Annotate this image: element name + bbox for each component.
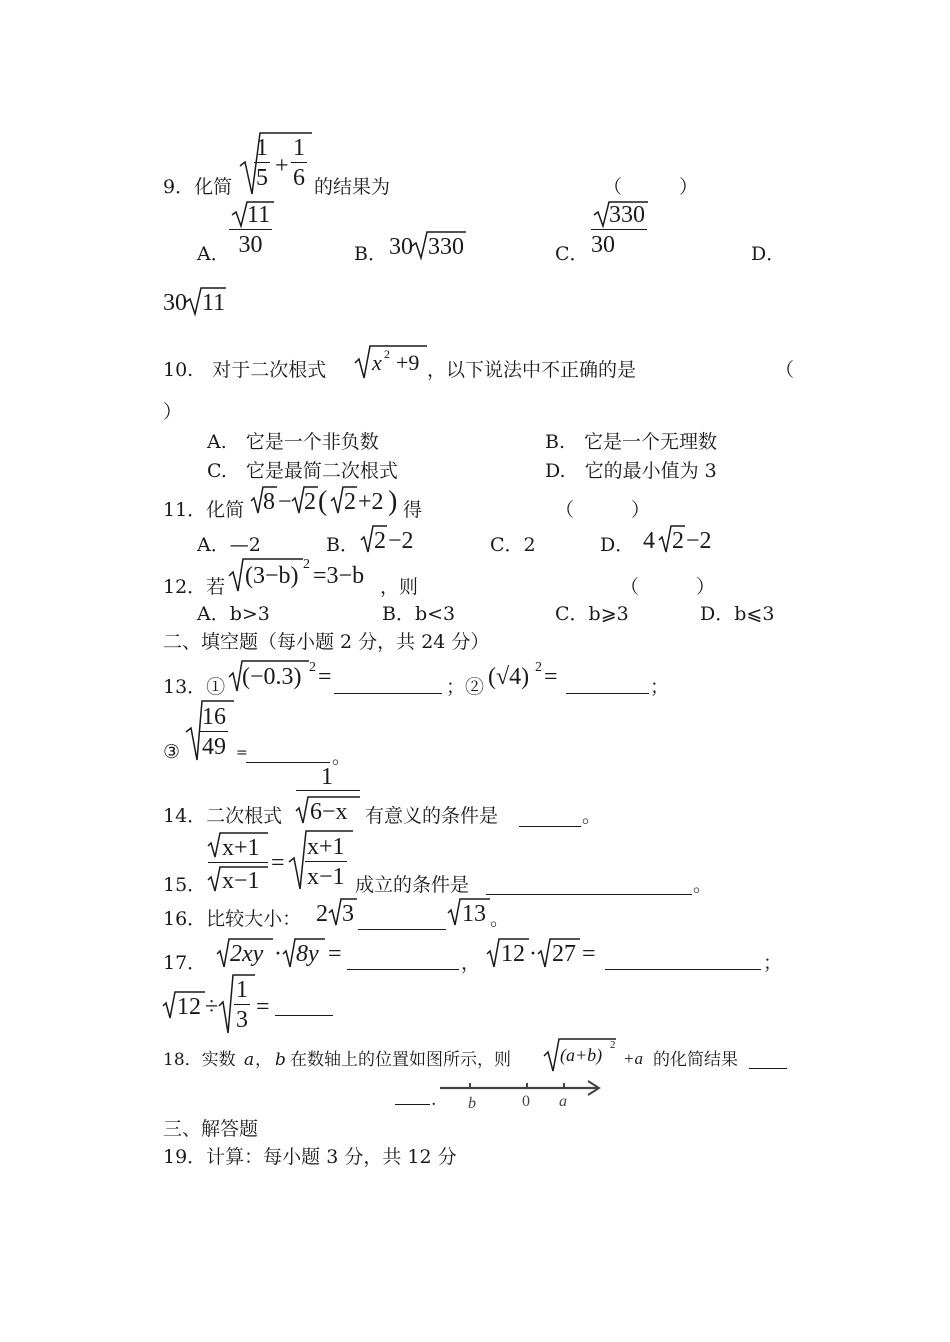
q11-minus: −	[278, 489, 292, 515]
q14-period: 。	[582, 805, 602, 827]
q18-blank-part-1[interactable]	[749, 1068, 787, 1069]
q12-option-d: D．b⩽3	[700, 603, 775, 625]
q17-equals-2: =	[582, 941, 596, 967]
q10-paren-close: ）	[163, 401, 183, 423]
q17-blank-1[interactable]	[347, 969, 459, 970]
q12-option-b: B．b<3	[382, 603, 456, 625]
q14-prefix: 14．二次根式	[163, 805, 283, 827]
q13-radicand-2: (√4)	[488, 664, 530, 690]
q16-radicand-1: 3	[342, 901, 354, 927]
q18-var-a: a	[244, 1050, 255, 1070]
q12-option-c: C．b⩾3	[555, 603, 629, 625]
q10-radicand-tail: +9	[396, 350, 420, 375]
q12-equals-expression: =3−b	[313, 563, 365, 589]
q17-equals-1: =	[328, 941, 342, 967]
q17-blank-3[interactable]	[275, 1015, 333, 1016]
q15-suffix: 成立的条件是	[355, 874, 470, 896]
q18-middle-text: 在数轴上的位置如图所示，则	[290, 1050, 511, 1070]
q13-equals-3: =	[236, 745, 248, 761]
q18-suffix: 的化简结果	[653, 1050, 738, 1070]
q11-answer-paren: （ ）	[555, 499, 651, 521]
q11-open-paren: (	[318, 486, 328, 517]
q13-circle-3: ③	[163, 741, 181, 763]
section-2-heading: 二、填空题（每小题 2 分，共 24 分）	[163, 631, 490, 653]
q16-coefficient: 2	[316, 901, 328, 927]
q16-period: 。	[490, 908, 510, 930]
q9-option-d-coef: 30	[163, 290, 187, 316]
q18-blank-part-2[interactable]	[395, 1104, 430, 1105]
q10-option-b: B. 它是一个无理数	[545, 431, 718, 453]
q17-radicand-5: 12	[177, 994, 201, 1020]
q9-option-b-label: B．	[354, 243, 387, 265]
q13-period: 。	[332, 746, 352, 768]
q9-fraction-2: $\frac{1}{6}$	[293, 135, 305, 191]
q12-answer-paren: （ ）	[620, 576, 716, 598]
q17-blank-2[interactable]	[605, 969, 761, 970]
question-19: 19．计算：每小题 3 分，共 12 分	[163, 1146, 457, 1168]
q11-option-c: C．2	[490, 534, 536, 556]
q9-option-d-label: D．	[751, 243, 786, 265]
q17-prefix: 17．	[163, 952, 207, 974]
q10-option-d: D. 它的最小值为 3	[545, 460, 717, 482]
q17-radicand-1: 2xy	[230, 941, 264, 967]
q10-prefix: 10. 对于二次根式	[163, 359, 327, 381]
q9-option-c-label: C．	[555, 243, 589, 265]
q15-left-fraction-bar	[208, 862, 268, 863]
q18-end: .	[431, 1090, 437, 1110]
q15-left-numerator: x+1	[222, 835, 260, 861]
q9-option-b-radicand: 330	[428, 234, 464, 260]
q11-option-d-coef: 4	[643, 528, 655, 554]
q9-fraction-1: $\frac{1}{5}$	[256, 135, 268, 191]
q10-option-a: A. 它是一个非负数	[207, 431, 379, 453]
q18-tail: +a	[623, 1049, 643, 1068]
q15-left-denominator: x−1	[222, 868, 260, 894]
number-line	[438, 1076, 604, 1116]
q17-dot-1: ·	[274, 941, 282, 967]
q9-option-c-fraction: $\frac{330}{30}$	[591, 202, 645, 258]
q13-prefix: 13．①	[163, 676, 226, 698]
q13-equals-2: =	[544, 664, 558, 690]
q11-close-paren: )	[388, 486, 398, 517]
q15-blank[interactable]	[486, 894, 692, 895]
q15-right-fraction: $\frac{x+1}{x-1}$	[307, 834, 345, 890]
q13-blank-2[interactable]	[566, 693, 649, 694]
q9-option-d-radicand: 11	[202, 290, 226, 316]
q12-exponent: 2	[303, 557, 310, 572]
q13-equals-1: =	[318, 664, 332, 690]
q17-semicolon: ；	[763, 952, 783, 974]
q14-fraction-bar	[296, 790, 360, 791]
q10-radicand-base: x	[372, 350, 382, 375]
q10-paren-open: （	[775, 359, 795, 381]
q11-option-d-tail: −2	[686, 528, 712, 554]
q13-radicand-1: (−0.3)	[242, 664, 302, 690]
q18-radicand: (a+b)	[560, 1045, 603, 1065]
q16-blank[interactable]	[358, 929, 446, 930]
q17-fraction: $\frac{1}{3}$	[236, 977, 248, 1033]
q9-option-b-coef: 30	[389, 234, 413, 260]
q11-option-b-tail: −2	[388, 528, 414, 554]
q15-period: 。	[693, 874, 713, 896]
q10-suffix: ，以下说法中不正确的是	[427, 359, 637, 381]
q11-option-b-label: B．	[326, 534, 359, 556]
q9-plus: +	[275, 153, 289, 179]
q14-denominator: 6−x	[310, 799, 348, 825]
q18-prefix: 18．实数	[163, 1050, 236, 1070]
q9-option-a-label: A．	[197, 243, 230, 265]
q13-blank-1[interactable]	[334, 693, 442, 694]
section-3-heading: 三、解答题	[163, 1118, 259, 1140]
q11-option-d-label: D．	[600, 534, 635, 556]
q14-suffix: 有意义的条件是	[365, 805, 499, 827]
q11-radicand-3: 2	[344, 489, 356, 515]
q12-radicand: (3−b)	[245, 563, 299, 589]
q13-end: ；	[650, 676, 670, 698]
q11-option-a: A．—2	[197, 534, 261, 556]
q12-suffix: ，则	[380, 576, 419, 598]
q18-exponent: 2	[610, 1039, 616, 1051]
q17-dot-2: ·	[529, 941, 537, 967]
q11-suffix: 得	[403, 499, 423, 521]
number-line-label-a: a	[559, 1093, 567, 1110]
q14-numerator: 1	[321, 764, 333, 790]
q13-blank-3[interactable]	[246, 762, 330, 763]
q13-exponent-2: 2	[535, 660, 542, 675]
q18-var-b: b	[275, 1050, 286, 1070]
q11-prefix: 11．化简	[163, 499, 245, 521]
q17-radicand-4: 27	[552, 941, 576, 967]
q9-prefix: 9．化简	[163, 176, 233, 198]
q15-equals: =	[271, 850, 285, 876]
q13-separator: ；②	[446, 676, 485, 698]
q13-fraction-3: $\frac{16}{49}$	[202, 704, 226, 760]
q17-radicand-3: 12	[501, 941, 525, 967]
number-line-label-b: b	[468, 1095, 476, 1112]
q11-radicand-2: 2	[304, 489, 316, 515]
q10-radicand-exponent: 2	[384, 347, 390, 361]
q16-radicand-2: 13	[462, 901, 486, 927]
q14-blank[interactable]	[519, 826, 581, 827]
q11-radicand-1: 8	[263, 489, 275, 515]
q18-comma: ，	[255, 1050, 272, 1070]
q9-answer-paren: （ ）	[603, 176, 699, 198]
q17-equals-3: =	[256, 994, 270, 1020]
q9-option-a-fraction: $\frac{11}{30}$	[229, 203, 272, 257]
q17-divide: ÷	[205, 994, 219, 1020]
q11-option-b-radicand: 2	[374, 528, 386, 554]
q11-option-d-radicand: 2	[672, 528, 684, 554]
q11-plus-two: +2	[358, 489, 384, 515]
q16-prefix: 16．比较大小：	[163, 908, 302, 930]
q17-comma: ，	[461, 952, 481, 974]
q9-suffix: 的结果为	[314, 176, 391, 198]
q12-option-a: A．b>3	[197, 603, 270, 625]
q13-exponent-1: 2	[309, 660, 316, 675]
q10-option-c: C. 它是最简二次根式	[207, 460, 398, 482]
q17-radicand-2: 8y	[296, 941, 319, 967]
q15-prefix: 15．	[163, 874, 207, 896]
number-line-label-zero: 0	[522, 1093, 530, 1110]
q12-prefix: 12．若	[163, 576, 226, 598]
